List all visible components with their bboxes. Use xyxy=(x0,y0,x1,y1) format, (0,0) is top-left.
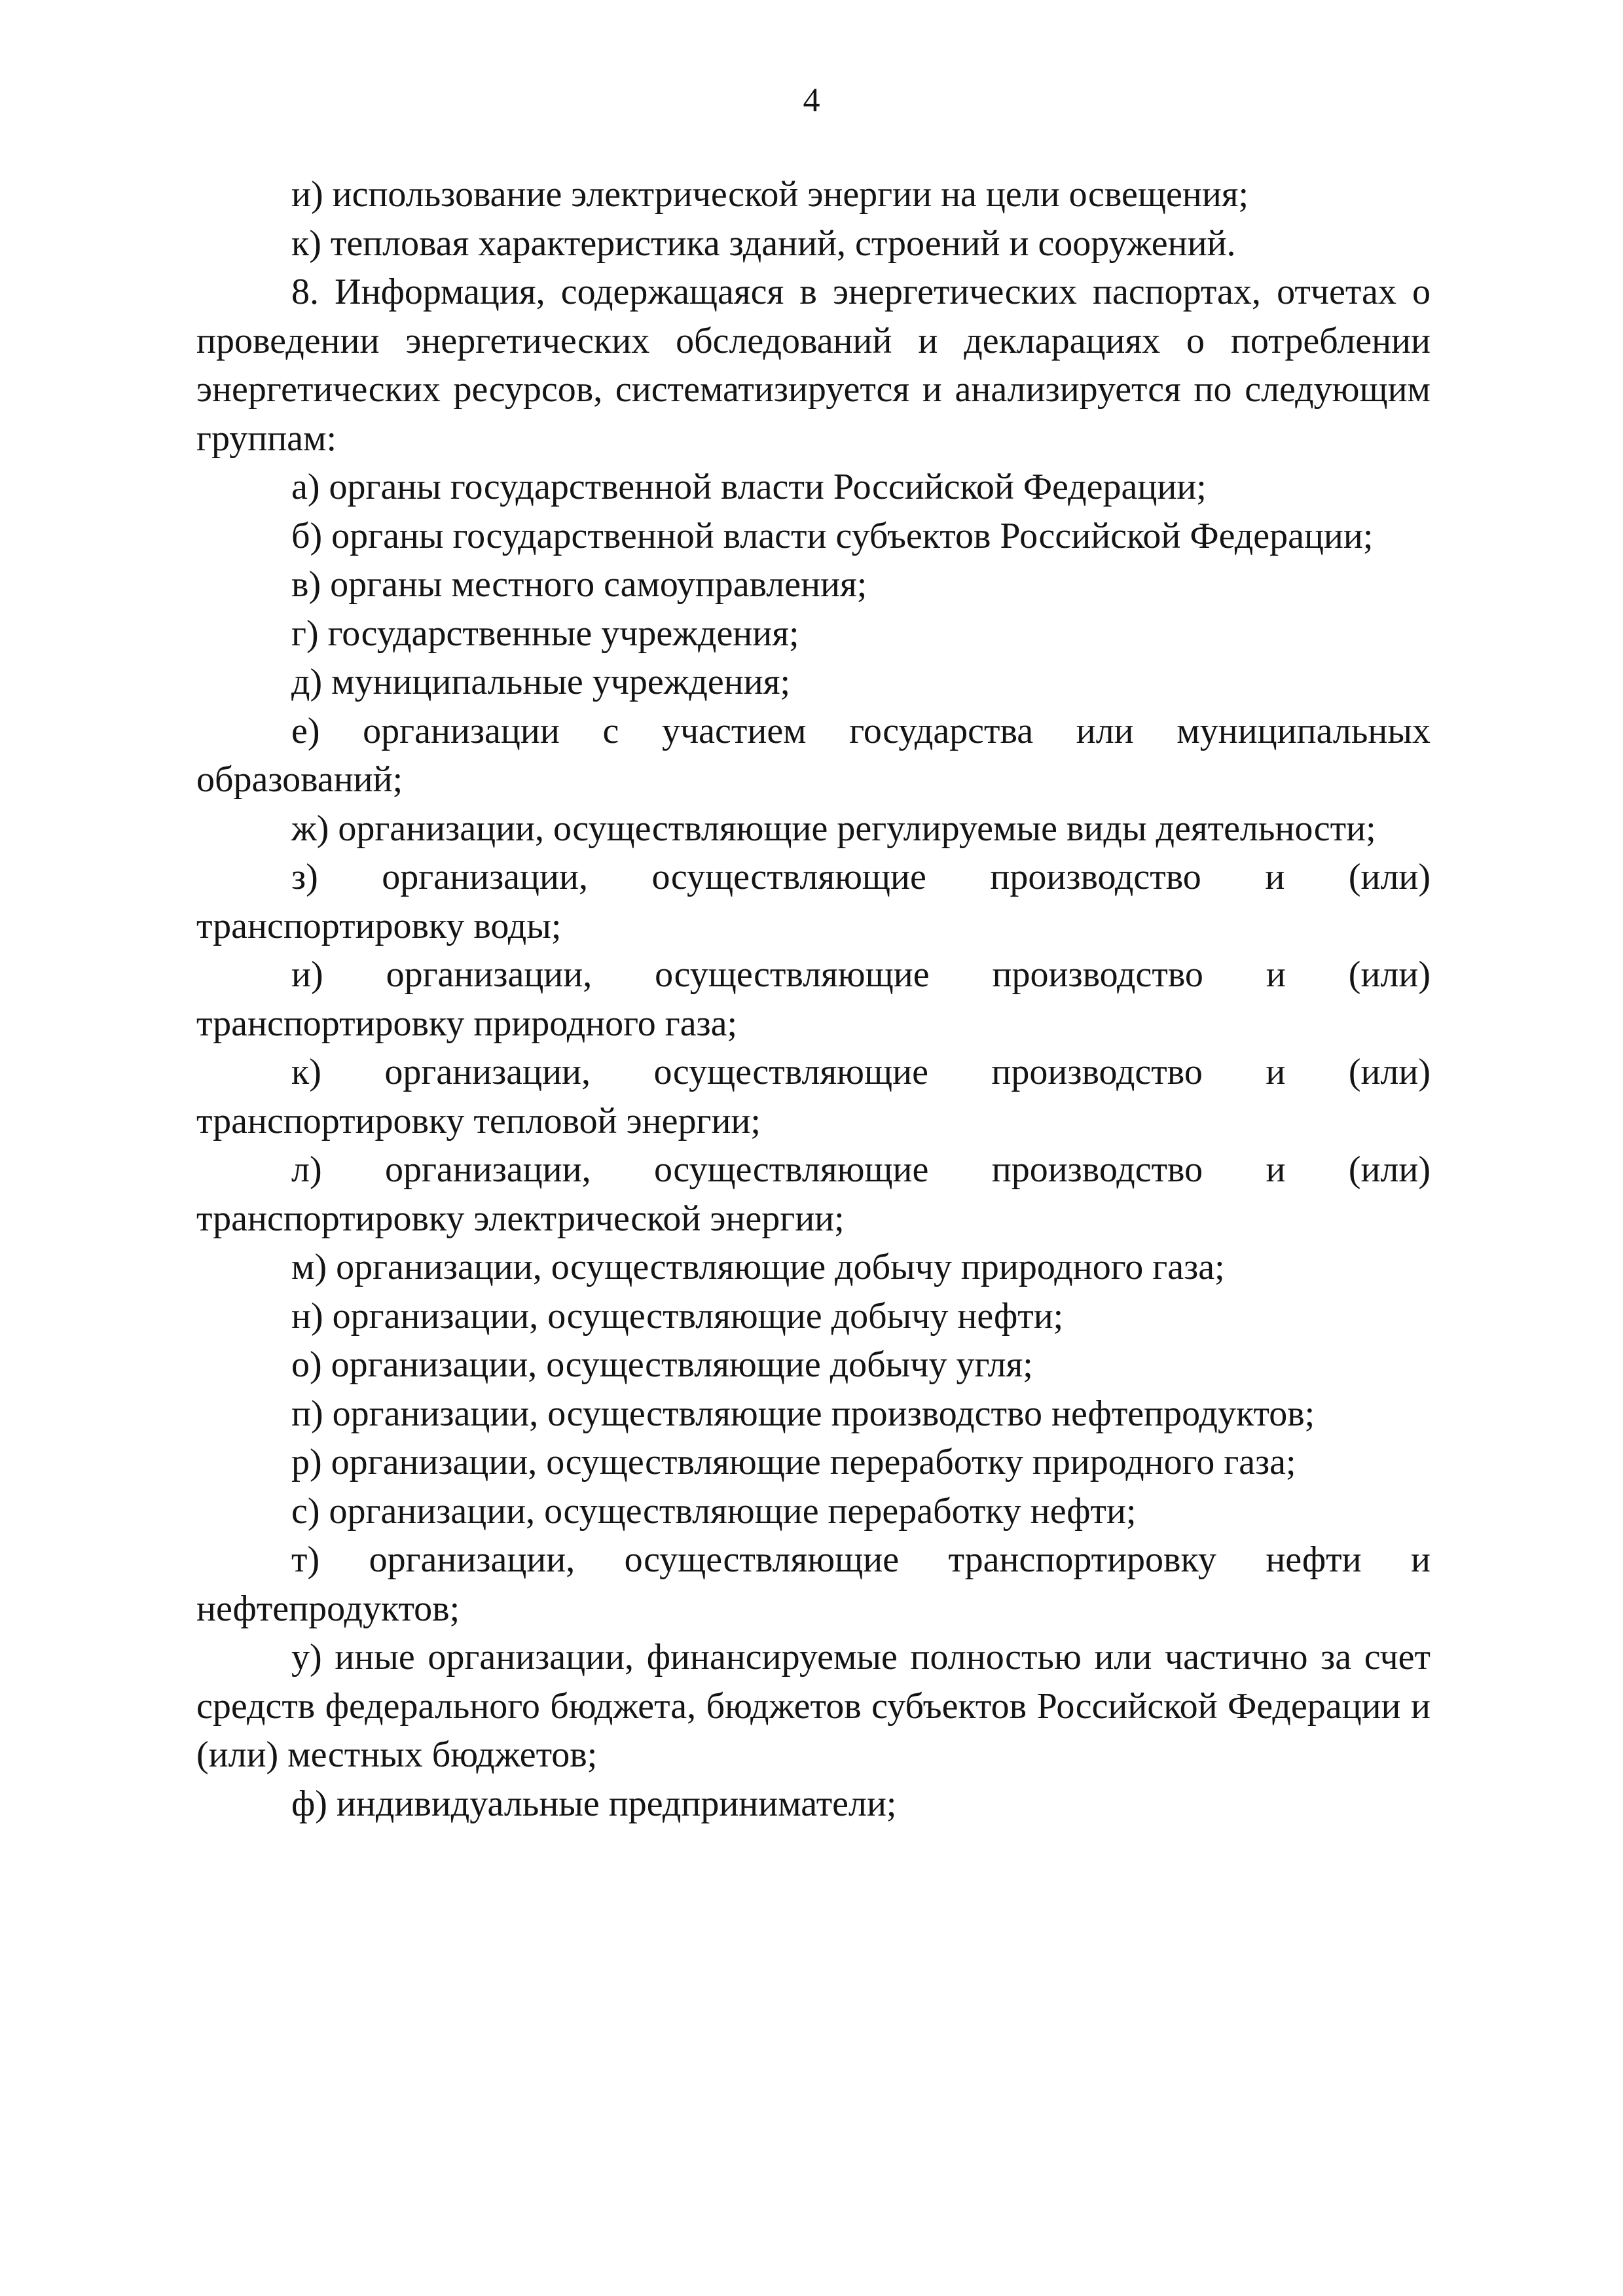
group-item-g: г) государственные учреждения; xyxy=(291,613,799,654)
group-item-z: з) организации, осуществляющие производство и (или) транспортировку воды; xyxy=(196,857,1431,946)
group-item-zh: ж) организации, осуществляющие регулируемые виды деятельности; xyxy=(291,808,1376,849)
group-item-f: ф) индивидуальные предприниматели; xyxy=(291,1783,897,1824)
group-item-i: и) организации, осуществляющие производство и (или) транспортировку природного газа; xyxy=(196,954,1431,1044)
list-item-i-lighting: и) использование электрической энергии на цели освещения; xyxy=(291,174,1249,215)
clause-8: 8. Информация, содержащаяся в энергетических паспортах, отчетах о проведении энергетических обследований и декларациях о потреблении энергетических ресурсов, систематизируется и анализируется по следующим группам: xyxy=(196,272,1431,459)
group-item-p: п) организации, осуществляющие производство нефтепродуктов; xyxy=(291,1393,1315,1434)
group-item-m: м) организации, осуществляющие добычу природного газа; xyxy=(291,1247,1225,1287)
page-number: 4 xyxy=(803,82,820,119)
document-body xyxy=(196,170,1431,1828)
group-item-o: о) организации, осуществляющие добычу угля; xyxy=(291,1344,1033,1385)
group-item-u: у) иные организации, финансируемые полностью или частично за счет средств федерального бюджета, бюджетов субъектов Российской Федерации и (или) местных бюджетов; xyxy=(196,1637,1431,1775)
group-item-e: е) организации с участием государства или муниципальных образований; xyxy=(196,710,1431,800)
group-item-t: т) организации, осуществляющие транспортировку нефти и нефтепродуктов; xyxy=(196,1539,1431,1629)
list-item-k-thermal: к) тепловая характеристика зданий, строений и сооружений. xyxy=(291,223,1236,264)
group-item-a: а) органы государственной власти Российской Федерации; xyxy=(291,467,1207,507)
group-item-n: н) организации, осуществляющие добычу нефти; xyxy=(291,1295,1064,1336)
group-item-v: в) органы местного самоуправления; xyxy=(291,564,867,605)
group-item-d: д) муниципальные учреждения; xyxy=(291,662,791,702)
group-item-b: б) органы государственной власти субъектов Российской Федерации; xyxy=(291,515,1374,556)
group-item-r: р) организации, осуществляющие переработку природного газа; xyxy=(291,1442,1296,1482)
group-item-s: с) организации, осуществляющие переработку нефти; xyxy=(291,1490,1137,1532)
group-item-l: л) организации, осуществляющие производство и (или) транспортировку электрической энергии; xyxy=(196,1149,1431,1239)
group-item-k: к) организации, осуществляющие производство и (или) транспортировку тепловой энергии; xyxy=(196,1052,1431,1141)
